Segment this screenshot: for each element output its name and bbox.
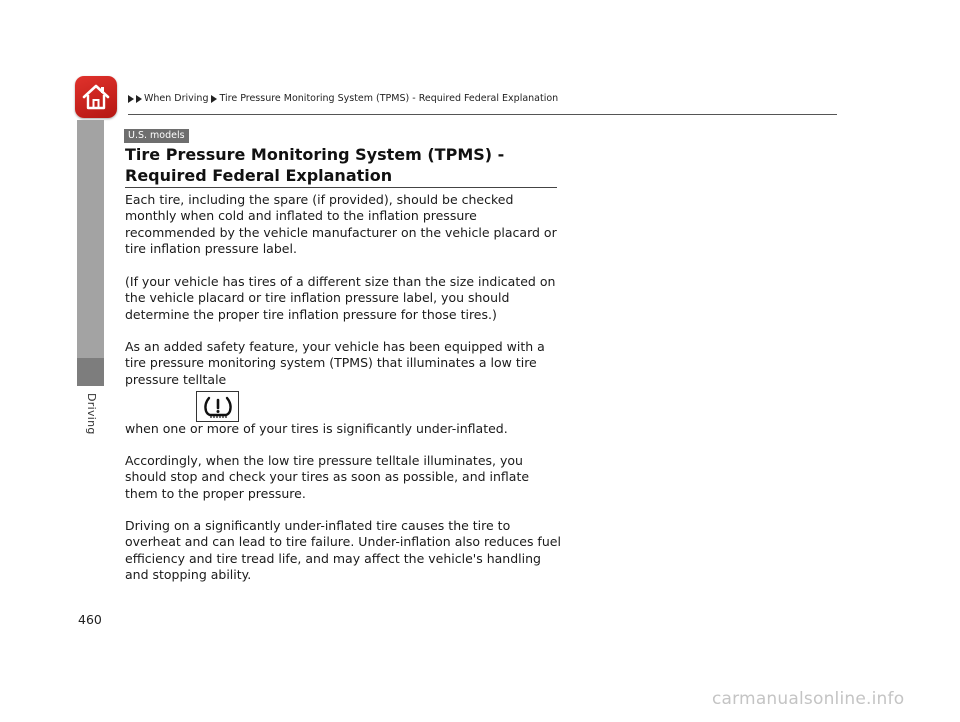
- home-button[interactable]: [75, 76, 117, 118]
- low-tire-pressure-icon: [201, 395, 235, 419]
- page-number: 460: [78, 612, 102, 627]
- sidebar-section-label: Driving: [85, 393, 98, 435]
- breadcrumb-item-tpms[interactable]: Tire Pressure Monitoring System (TPMS) - Required Federal Explanation: [219, 93, 559, 104]
- breadcrumb-arrow-icon: [211, 95, 217, 103]
- breadcrumb-item-when-driving[interactable]: When Driving: [144, 93, 209, 104]
- breadcrumb-arrow-icon: [128, 95, 134, 103]
- sidebar-tab-current: [77, 358, 104, 386]
- header-divider: [128, 114, 837, 115]
- breadcrumb: [128, 93, 561, 104]
- section-title: Tire Pressure Monitoring System (TPMS) - Required Federal Explanation: [125, 145, 505, 185]
- region-tag: U.S. models: [124, 129, 189, 143]
- paragraph-telltale-action: Accordingly, when the low tire pressure telltale illuminates, you should stop and check your tires as soon as possible, and inflate them to the proper pressure.: [125, 453, 530, 501]
- paragraph-monthly-check: Each tire, including the spare (if provided), should be checked monthly when cold and inflated to the inflation pressure recommended by the vehicle manufacturer on the vehicle placard or tire inflation pressure label.: [125, 192, 557, 257]
- paragraph-different-size: (If your vehicle has tires of a different size than the size indicated on the vehicle placard or tire inflation pressure label, you should determine the proper tire inflation pressure for those tires.): [125, 274, 556, 322]
- watermark-text: carmanualsonline.info: [712, 689, 905, 709]
- paragraph-tpms-feature: As an added safety feature, your vehicle has been equipped with a tire pressure monitoring system (TPMS) that illuminates a low tire pressure telltale: [125, 339, 545, 387]
- paragraph-driving-warning: Driving on a significantly under-inflated tire causes the tire to overheat and can lead to tire failure. Under-inflation also reduces fuel efficiency and tire tread life, and may affect the vehicle's handling and stopping ability.: [125, 518, 561, 583]
- sidebar-tab-upper: [77, 120, 104, 358]
- breadcrumb-arrow-icon: [136, 95, 142, 103]
- paragraph-under-inflated: when one or more of your tires is significantly under-inflated.: [125, 421, 508, 436]
- low-tire-pressure-telltale: [196, 391, 239, 422]
- home-icon: [81, 83, 111, 111]
- title-divider: [125, 187, 557, 188]
